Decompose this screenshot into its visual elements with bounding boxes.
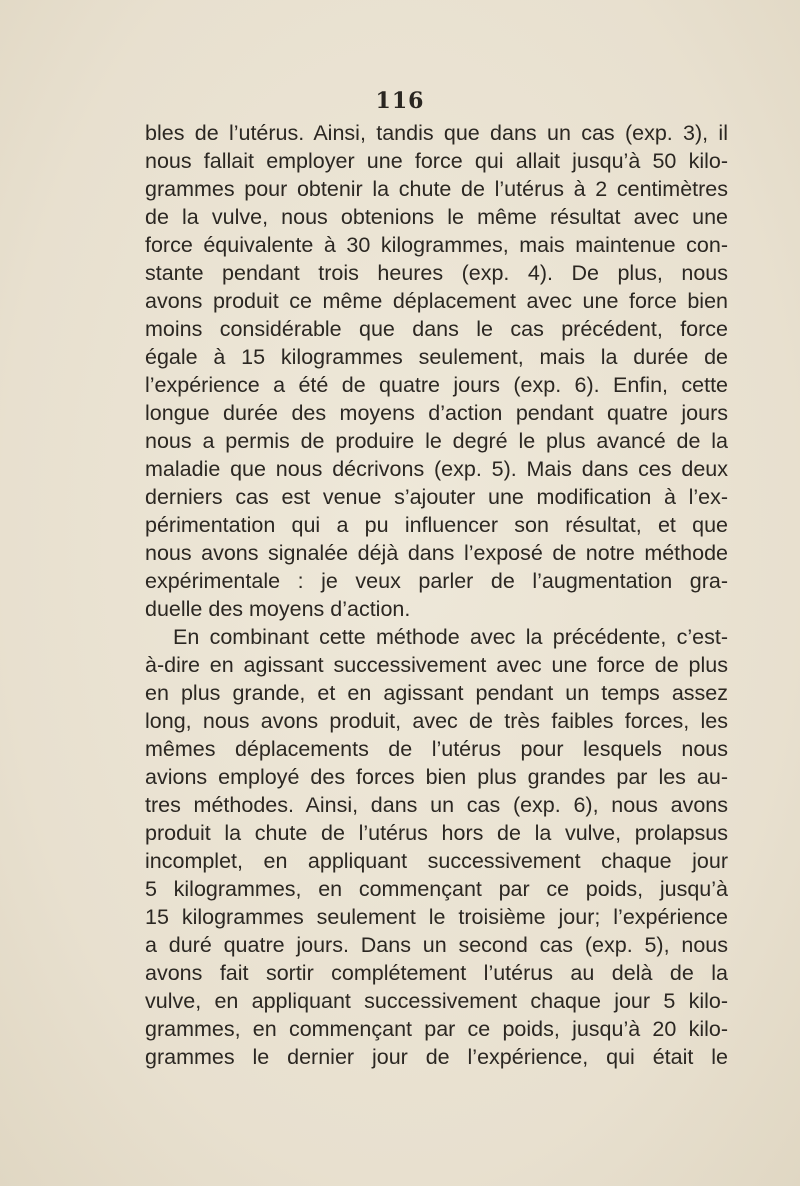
text-line: à-dire en agissant successivement avec une force de plus — [145, 653, 728, 677]
body-text — [145, 119, 728, 1071]
text-line: long, nous avons produit, avec de très faibles forces, les — [145, 709, 728, 733]
text-line: maladie que nous décrivons (exp. 5). Mais dans ces deux — [145, 457, 728, 481]
text-line: mêmes déplacements de l’utérus pour lesquels nous — [145, 737, 728, 761]
text-line: vulve, en appliquant successivement chaque jour 5 kilo- — [145, 989, 728, 1013]
text-line: tres méthodes. Ainsi, dans un cas (exp. 6), nous avons — [145, 793, 728, 817]
paragraph-first-line: En combinant cette méthode avec la précédente, c’est- — [173, 625, 728, 649]
text-line: a duré quatre jours. Dans un second cas (exp. 5), nous — [145, 933, 728, 957]
text-line: en plus grande, et en agissant pendant un temps assez — [145, 681, 728, 705]
text-line: 5 kilogrammes, en commençant par ce poids, jusqu’à — [145, 877, 728, 901]
text-line: grammes le dernier jour de l’expérience, qui était le — [145, 1045, 728, 1069]
text-line: de la vulve, nous obtenions le même résultat avec une — [145, 205, 728, 229]
text-line: nous avons signalée déjà dans l’exposé de notre méthode — [145, 541, 728, 565]
text-line: force équivalente à 30 kilogrammes, mais maintenue con- — [145, 233, 728, 257]
text-line: périmentation qui a pu influencer son résultat, et que — [145, 513, 728, 537]
page-number: 116 — [375, 88, 425, 114]
text-line: bles de l’utérus. Ainsi, tandis que dans un cas (exp. 3), il — [145, 121, 728, 145]
text-line: grammes, en commençant par ce poids, jusqu’à 20 kilo- — [145, 1017, 728, 1041]
text-line: nous fallait employer une force qui allait jusqu’à 50 kilo- — [145, 149, 728, 173]
text-line: égale à 15 kilogrammes seulement, mais la durée de — [145, 345, 728, 369]
text-line: grammes pour obtenir la chute de l’utérus à 2 centimètres — [145, 177, 728, 201]
text-line: avons produit ce même déplacement avec une force bien — [145, 289, 728, 313]
text-line: avions employé des forces bien plus grandes par les au- — [145, 765, 728, 789]
text-line: derniers cas est venue s’ajouter une modification à l’ex- — [145, 485, 728, 509]
text-line: stante pendant trois heures (exp. 4). De plus, nous — [145, 261, 728, 285]
text-line: avons fait sortir complétement l’utérus au delà de la — [145, 961, 728, 985]
text-line: 15 kilogrammes seulement le troisième jour; l’expérience — [145, 905, 728, 929]
paragraph-end-line: duelle des moyens d’action. — [145, 597, 411, 621]
text-line: longue durée des moyens d’action pendant quatre jours — [145, 401, 728, 425]
text-line: incomplet, en appliquant successivement chaque jour — [145, 849, 728, 873]
text-line: nous a permis de produire le degré le plus avancé de la — [145, 429, 728, 453]
text-line: l’expérience a été de quatre jours (exp. 6). Enfin, cette — [145, 373, 728, 397]
text-line: produit la chute de l’utérus hors de la vulve, prolapsus — [145, 821, 728, 845]
text-line: expérimentale : je veux parler de l’augmentation gra- — [145, 569, 728, 593]
text-line: moins considérable que dans le cas précédent, force — [145, 317, 728, 341]
